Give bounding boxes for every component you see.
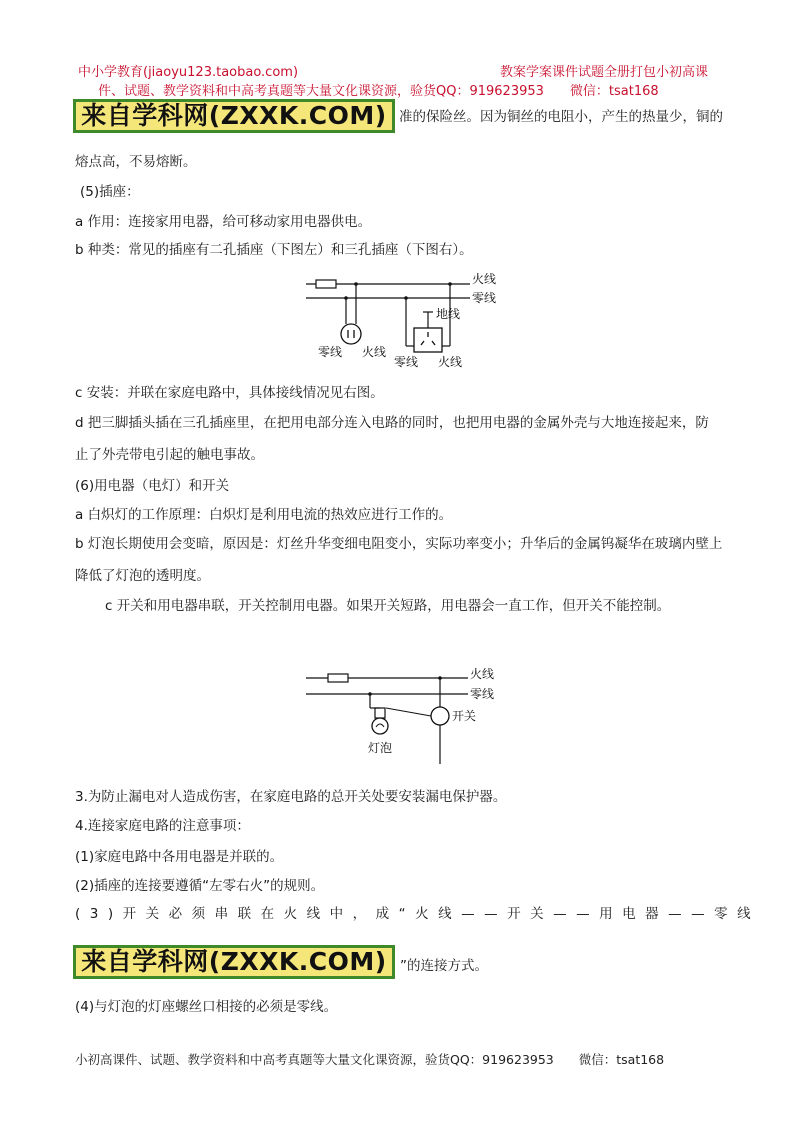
right-live-label: 火线 (438, 355, 463, 369)
three-hole-socket-icon (414, 328, 442, 352)
paragraph-line: b 灯泡长期使用会变暗，原因是：灯丝升华变细电阻变小，实际功率变小；升华后的金属钨凝华在玻璃内壁上 (75, 536, 723, 552)
fuse-icon (316, 280, 336, 288)
live-wire-label: 火线 (472, 272, 497, 286)
paragraph-line: d 把三脚插头插在三孔插座里，在把用电部分连入电路的同时，也把用电器的金属外壳与大地连接起来，防 (75, 415, 709, 431)
fuse-icon (328, 674, 348, 682)
header-left: 中小学教育(jiaoyu123.taobao.com) (78, 65, 299, 80)
live-wire-label: 火线 (470, 667, 495, 681)
page-footer: 小初高课件、试题、教学资料和中高考真题等大量文化课资源，验货QQ：919623953 微信：tsat168 (75, 1052, 665, 1067)
bulb-icon (372, 718, 388, 734)
header-right-line2: 件、试题、教学资料和中高考真题等大量文化课资源，验货QQ：919623953 微信：tsat168 (98, 84, 659, 99)
lamp-socket-icon (375, 708, 385, 718)
paragraph-line: c 开关和用电器串联，开关控制用电器。如果开关短路，用电器会一直工作，但开关不能控制。 (105, 598, 671, 614)
bulb-label: 灯泡 (368, 741, 393, 755)
neutral-wire-label: 零线 (472, 291, 497, 305)
header-right-line1: 教案学案课件试题全册打包小初高课 (500, 65, 709, 80)
paragraph-line: a 白炽灯的工作原理：白炽灯是利用电流的热效应进行工作的。 (75, 507, 453, 523)
paragraph-line: c 安装：并联在家庭电路中，具体接线情况见右图。 (75, 385, 384, 401)
switch-icon (431, 707, 449, 725)
paragraph-line: 3.为防止漏电对人造成伤害，在家庭电路的总开关处要安装漏电保护器。 (75, 789, 507, 805)
section-title-socket: (5)插座： (80, 184, 140, 200)
paragraph-line: 4.连接家庭电路的注意事项： (75, 818, 250, 834)
paragraph-line: 准的保险丝。因为铜丝的电阻小，产生的热量少，铜的 (399, 109, 723, 125)
socket-wiring-diagram (300, 268, 500, 373)
lamp-switch-diagram (300, 664, 500, 764)
paragraph-line: 止了外壳带电引起的触电事故。 (75, 447, 264, 463)
left-neutral-label: 零线 (318, 345, 343, 359)
right-neutral-label: 零线 (394, 355, 419, 369)
ground-wire-label: 地线 (436, 307, 461, 321)
paragraph-line: 降低了灯泡的透明度。 (75, 568, 210, 584)
paragraph-line: (2)插座的连接要遵循“左零右火”的规则。 (75, 878, 325, 894)
switch-label: 开关 (452, 709, 477, 723)
paragraph-line: (4)与灯泡的灯座螺丝口相接的必须是零线。 (75, 999, 338, 1015)
paragraph-line: b 种类：常见的插座有二孔插座（下图左）和三孔插座（下图右）。 (75, 242, 473, 258)
paragraph-line: a 作用：连接家用电器，给可移动家用电器供电。 (75, 214, 372, 230)
zxxk-logo: 来自学科网(ZXXK.COM) (73, 945, 395, 979)
neutral-wire-label: 零线 (470, 687, 495, 701)
paragraph-line: (3)开关必须串联在火线中，成“火线——开关——用电器——零线 (75, 906, 761, 922)
two-hole-socket-icon (341, 324, 361, 344)
section-title-lamp: (6)用电器（电灯）和开关 (75, 478, 230, 494)
paragraph-line: 熔点高，不易熔断。 (75, 154, 197, 170)
left-live-label: 火线 (362, 345, 387, 359)
paragraph-line: ”的连接方式。 (400, 958, 488, 974)
zxxk-logo: 来自学科网(ZXXK.COM) (73, 99, 395, 133)
paragraph-line: (1)家庭电路中各用电器是并联的。 (75, 849, 284, 865)
